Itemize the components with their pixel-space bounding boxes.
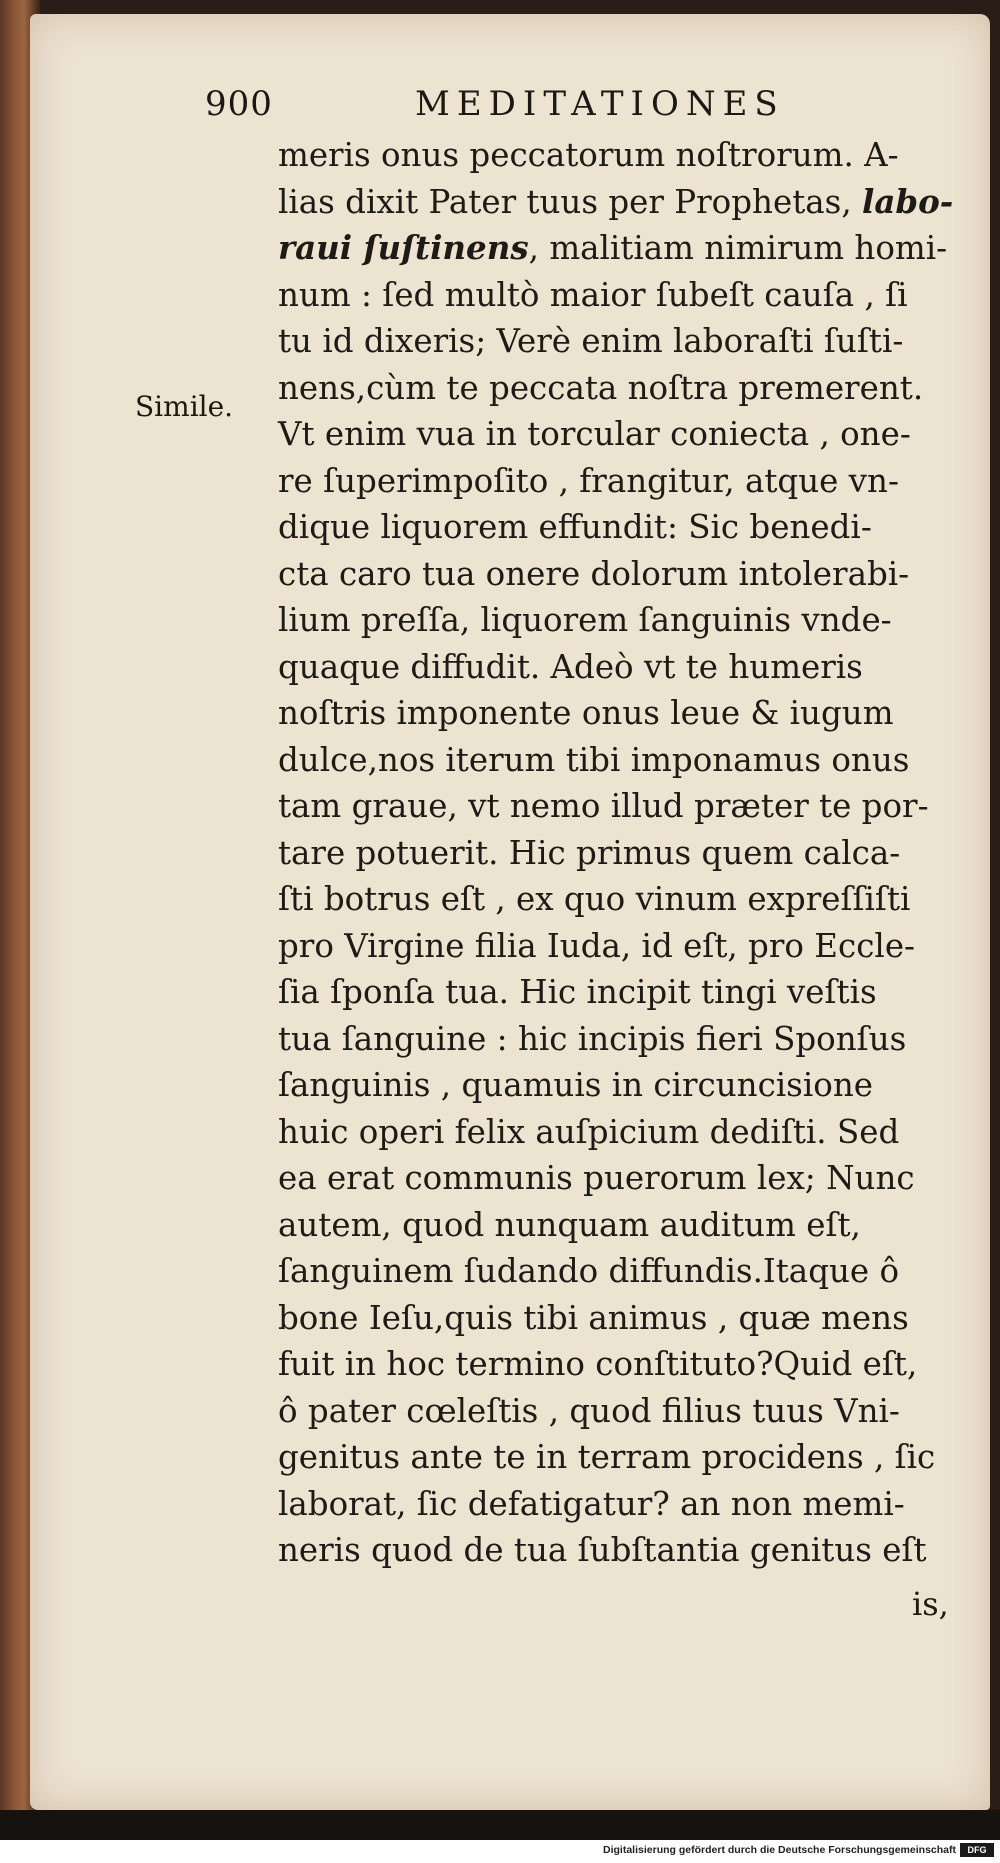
footer-credit: Digitalisierung gefördert durch die Deutsche Forschungsgemeinschaft <box>603 1844 956 1856</box>
italic-phrase: raui ſuſtinens <box>278 228 529 267</box>
text-line: ea erat communis puerorum lex; Nunc <box>278 1159 915 1197</box>
text-line: tare potuerit. Hic primus quem calca- <box>278 833 901 872</box>
text-line: pro Virgine filia Iuda, id eſt, pro Eccle- <box>278 926 916 965</box>
text-line: lium preſſa, liquorem ſanguinis vnde- <box>278 601 892 639</box>
text-line: fuit in hoc termino conſtituto?Quid eſt, <box>278 1345 918 1383</box>
text-line: dulce,nos iterum tibi imponamus onus <box>278 740 910 779</box>
text-line: tua ſanguine : hic incipis fieri Sponſus <box>278 1019 907 1058</box>
text-line: ſia ſponſa tua. Hic incipit tingi veſtis <box>278 973 877 1011</box>
text-line: Vt enim vua in torcular coniecta , one- <box>278 415 911 453</box>
text-line: dique liquorem effundit: Sic benedi- <box>278 508 872 546</box>
italic-phrase: labo- <box>861 181 954 221</box>
margin-note: Simile. <box>135 390 234 423</box>
text-line: nens,cùm te peccata noſtra premerent. <box>278 368 924 407</box>
text-line: ô pater cœleſtis , quod filius tuus Vni- <box>278 1391 900 1430</box>
text-line: meris onus peccatorum noſtrorum. A- <box>278 136 899 174</box>
text-line: laborat, ſic defatigatur? an non memi- <box>278 1484 905 1523</box>
text-line: quaque diffudit. Adeò vt te humeris <box>278 647 863 686</box>
running-head <box>205 84 945 134</box>
text-line: ſti botrus eſt , ex quo vinum expreſſiſti <box>278 880 911 918</box>
text-line: noſtris imponente onus leue & iugum <box>278 694 894 732</box>
text-line: re ſuperimpoſito , frangitur, atque vn- <box>278 461 899 500</box>
text-line: ſanguinis , quamuis in circuncisione <box>278 1066 873 1104</box>
page-header-title: MEDITATIONES <box>415 84 785 124</box>
text-line: lias dixit Pater tuus per Prophetas, labo- <box>278 181 954 221</box>
text-line: tu id dixeris; Verè enim laboraſti ſuſti- <box>278 322 904 360</box>
text-line: cta caro tua onere dolorum intolerabi- <box>278 554 910 593</box>
text-line: ſanguinem ſudando diffundis.Itaque ô <box>278 1252 900 1290</box>
text-line: bone Ieſu,quis tibi animus , quæ mens <box>278 1298 909 1337</box>
text-line: neris quod de tua ſubſtantia genitus eſt <box>278 1531 927 1569</box>
dfg-logo: DFG <box>960 1843 994 1857</box>
text-line: tam graue, vt nemo illud præter te por- <box>278 787 929 825</box>
catchword: is, <box>912 1585 949 1623</box>
text-line: num : ſed multò maior ſubeſt cauſa , ſi <box>278 275 908 314</box>
text-line: raui ſuſtinens, malitiam nimirum homi- <box>278 228 948 267</box>
scan-bottom-bar <box>0 1810 1000 1840</box>
text-line: huic operi felix auſpicium dediſti. Sed <box>278 1112 900 1151</box>
text-line: autem, quod nunquam auditum eſt, <box>278 1205 861 1244</box>
page-number: 900 <box>205 84 273 124</box>
body-text <box>278 132 958 1574</box>
text-line: genitus ante te in terram procidens , ſic <box>278 1438 936 1476</box>
